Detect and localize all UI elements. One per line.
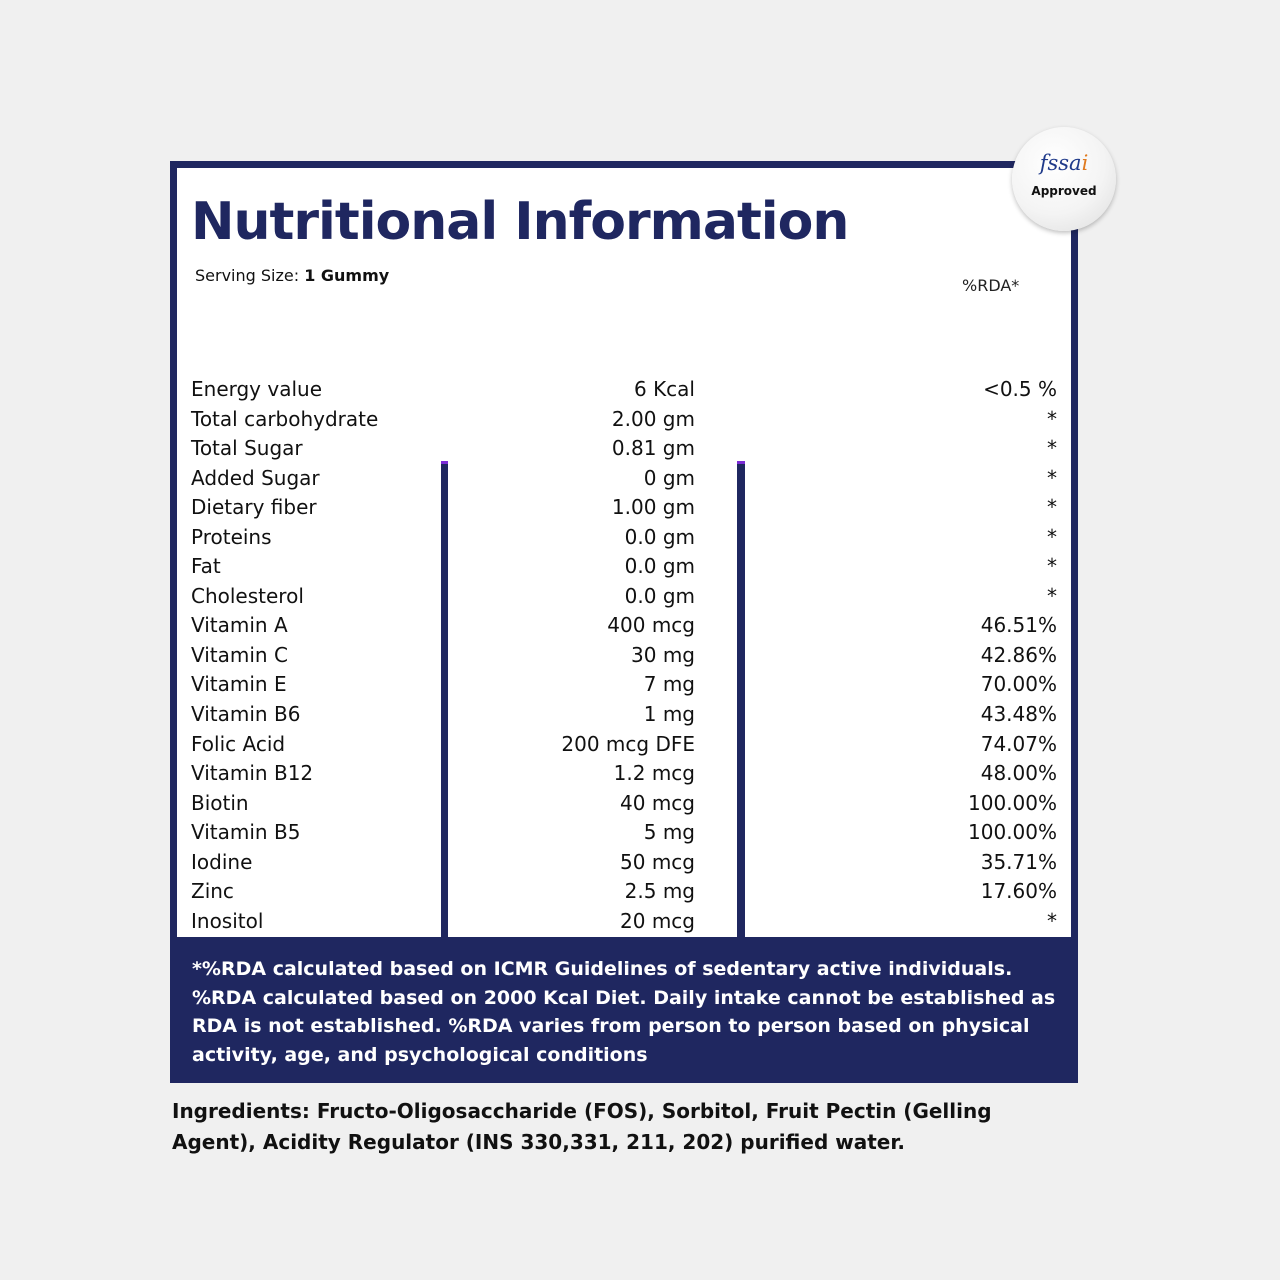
amount-value: 0.0 gm — [624, 554, 695, 579]
ingredient-name: Vitamin B5 — [191, 820, 301, 845]
daily-percent: 35.71% — [980, 849, 1057, 874]
ingredients-statement: Ingredients: Fructo-Oligosaccharide (FOS), Sorbitol, Fruit Pectin (Gelling Agent), Acidity Regulator (INS 330,331, 211, 202) purified water. — [172, 1099, 992, 1154]
nutrition-panel — [170, 161, 1078, 1083]
amount-value: 5 mg — [643, 820, 695, 845]
rda-label: %RDA* — [962, 276, 1020, 295]
ingredient-name: Vitamin B6 — [191, 702, 301, 727]
ingredient-name: Vitamin E — [191, 672, 287, 697]
daily-percent: * — [1047, 436, 1057, 461]
ingredient-name: Folic Acid — [191, 731, 286, 756]
amount-value: 0.0 gm — [624, 524, 695, 549]
amount-value: 0.0 gm — [624, 583, 695, 608]
daily-percent: * — [1047, 465, 1057, 490]
serving-size — [195, 266, 389, 285]
column-header-ingredients: Ingredients: — [195, 321, 333, 345]
daily-percent: 70.00% — [980, 672, 1057, 697]
daily-percent: * — [1047, 583, 1057, 608]
daily-percent: * — [1047, 908, 1057, 933]
rda-footnote: *%RDA calculated based on ICMR Guidelines of sedentary active individuals. %RDA calculated based on 2000 Kcal Diet. Daily intake cannot be established as RDA is not established. %RDA varies from person to person based on physical activity, age, and psychological conditions — [192, 958, 1056, 1066]
ingredients-column — [177, 367, 441, 937]
amount-value: 0 gm — [643, 465, 695, 490]
column-header-amount: Amount Per Serving: — [483, 321, 718, 345]
ingredient-name: Iodine — [191, 849, 253, 874]
amount-value: 6 Kcal — [633, 377, 695, 401]
amount-value: 2.5 mg — [624, 879, 695, 904]
daily-percent: 46.51% — [980, 613, 1057, 638]
amount-value: 1.00 gm — [611, 495, 695, 520]
amount-value: 400 mcg — [607, 613, 695, 638]
daily-percent: 100.00% — [968, 790, 1057, 815]
ingredient-name: Total Sugar — [191, 436, 303, 461]
daily-percent: 74.07% — [980, 731, 1057, 756]
amount-value: 0.81 gm — [611, 436, 695, 461]
ingredient-name: Total carbohydrate — [191, 406, 379, 431]
ingredient-name: Proteins — [191, 524, 272, 549]
amount-value: 1.2 mcg — [613, 761, 695, 786]
page-title: Nutritional Information — [191, 192, 849, 252]
ingredient-name: Dietary fiber — [191, 495, 317, 520]
daily-percent: 17.60% — [980, 879, 1057, 904]
daily-column — [745, 367, 1071, 937]
amount-value: 200 mcg DFE — [561, 731, 695, 756]
daily-percent: 100.00% — [968, 820, 1057, 845]
amount-value: 1 mg — [643, 702, 695, 727]
amount-value: 50 mcg — [620, 849, 695, 874]
daily-percent: * — [1047, 524, 1057, 549]
approved-label: Approved — [1031, 184, 1097, 198]
daily-percent: * — [1047, 406, 1057, 431]
amount-column — [448, 367, 737, 937]
daily-percent: * — [1047, 495, 1057, 520]
serving-size-value: 1 Gummy — [304, 266, 390, 285]
fssai-approved-seal — [1012, 127, 1116, 231]
daily-percent: 48.00% — [980, 761, 1057, 786]
ingredient-name: Vitamin A — [191, 613, 288, 638]
amount-value: 2.00 gm — [611, 406, 695, 431]
fssai-logo: fssai — [1039, 151, 1089, 175]
daily-percent: 43.48% — [980, 702, 1057, 727]
ingredient-name: Cholesterol — [191, 583, 304, 608]
amount-value: 40 mcg — [620, 790, 695, 815]
daily-percent: 42.86% — [980, 642, 1057, 667]
ingredient-name: Added Sugar — [191, 465, 320, 490]
daily-percent: * — [1047, 554, 1057, 579]
column-header-daily: Approximate daily % — [797, 321, 1031, 345]
serving-size-label: Serving Size: — [195, 266, 300, 285]
daily-percent: <0.5 % — [983, 377, 1057, 401]
ingredient-name: Vitamin B12 — [191, 761, 314, 786]
ingredient-name: Inositol — [191, 908, 264, 933]
ingredient-name: Energy value — [191, 377, 323, 401]
amount-value: 20 mcg — [620, 908, 695, 933]
ingredient-name: Zinc — [191, 879, 234, 904]
ingredient-name: Fat — [191, 554, 221, 579]
ingredient-name: Vitamin C — [191, 642, 288, 667]
ingredient-name: Biotin — [191, 790, 249, 815]
amount-value: 7 mg — [643, 672, 695, 697]
amount-value: 30 mg — [631, 642, 695, 667]
